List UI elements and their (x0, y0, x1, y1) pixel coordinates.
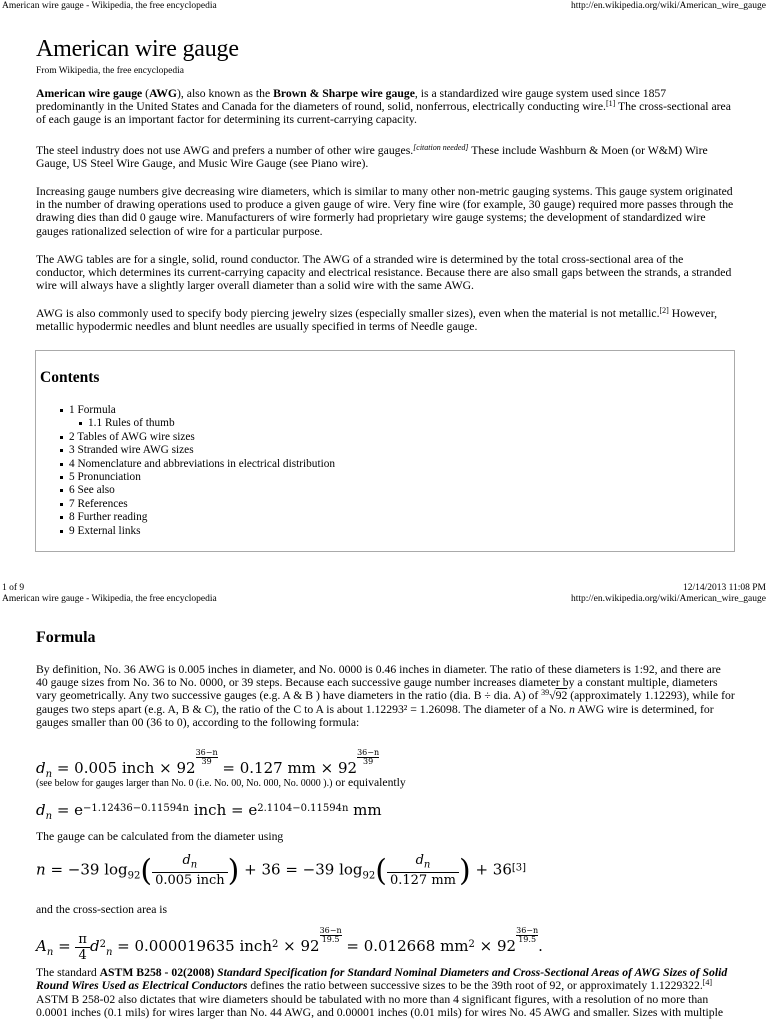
term-awg: AWG (149, 87, 178, 100)
intro-paragraph-3: Increasing gauge numbers give decreasing wire diameters, which is similar to many other non-metric gauging systems. This gauge system originated in the number of drawing operations used to produce a given gauge of wire. Very fine wire (for example, 30 gauge) required more passes through the drawing dies than did 0 gauge wire. Manufacturers of wire formerly had proprietary wire gauge systems; the development of standardized wire gauges rationalized selection of wire for a particular purpose. (36, 185, 734, 238)
formula-last-paragraph: ASTM B 258-02 also dictates that wire diameters should be tabulated with no more than 4 significant figures, with a resolution of no more than 0.0001 inches (0.1 mils) for wires larger than No. 44 AWG, and 0.00001 inches (0.01 mils) for wires No. 45 AWG and smaller. Sizes with multiple (36, 993, 724, 1020)
equation-area: $A_n$ = $\frac{\pi}{4}$ $d^2_n = 0.000019635$ inch$^2$ × 92 $\frac{36-n}{19.5}$ = 0.012668 $mm^2 \times 92$ $\frac{36-n}{19.5}$ . (36, 926, 543, 963)
reference-link-2[interactable]: [2] (659, 306, 669, 315)
intro-paragraph-2: The steel industry does not use AWG and prefers a number of other wire gauges.[citation needed] These include Washburn & Moen (or W&M) Wire Gauge, US Steel Wire Gauge, and Music Wire Gauge (see Piano wire). (36, 143, 708, 171)
print-header-url: http://en.wikipedia.org/wiki/American_wire_gauge (570, 1, 766, 11)
intro-paragraph-4: The AWG tables are for a single, solid, round conductor. The AWG of a stranded wire is determined by the total cross-sectional area of the conductor, which determines its current-carrying capacity and electrical resistance. Because there are also small gaps between the strands, a stranded wire will always have a slightly larger overall diameter than a solid wire with the same AWG. (36, 253, 732, 293)
toc-item-nomenclature[interactable]: 4 Nomenclature and abbreviations in electrical distribution (60, 458, 335, 471)
table-of-contents (35, 350, 735, 552)
standard-title: Standard Specification for Standard Nominal Diameters and Cross-Sectional Areas of AWG Sizes of Solid Round Wires Used as Electrical Conductors (36, 966, 728, 993)
formula-calc-text: The gauge can be calculated from the diameter using (36, 830, 284, 843)
formula-paragraph-1: By definition, No. 36 AWG is 0.005 inches in diameter, and No. 0000 is 0.46 inches in diameter. The ratio of these diameters is 1:92, and there are 40 gauge sizes from No. 36 to No. 0000, or 39 steps. Because each successive gauge number increases diameter by a constant multiple, diameters vary geometrically. Any two successive gauges (e.g. A & B ) have diameters in the ratio (dia. B ÷ dia. A) of $^{39}$√92 (approximately 1.12293), while for gauges two steps apart (e.g. A, B & C), the ratio of the C to A is about 1.12293² = 1.26098. The diameter of a No. n AWG wire is determined, for gauges smaller than 00 (36 to 0), according to the following formula: (36, 663, 735, 729)
citation-needed-link[interactable]: [citation needed] (413, 143, 469, 152)
toc-item-rules-of-thumb[interactable]: 1.1 Rules of thumb (79, 417, 335, 430)
print-header-title: American wire gauge - Wikipedia, the free encyclopedia (2, 594, 217, 604)
reference-link-3[interactable]: [3] (511, 862, 527, 874)
toc-item-pronunciation[interactable]: 5 Pronunciation (60, 471, 335, 484)
toc-item-stranded[interactable]: 3 Stranded wire AWG sizes (60, 444, 335, 457)
formula-standard-paragraph: The standard ASTM B258 - 02(2008) Standard Specification for Standard Nominal Diameters and Cross-Sectional Areas of AWG Sizes of Solid Round Wires Used as Electrical Conductors defines the ratio between successive sizes to be the 39th root of 92, or approximately 1.1229322.[4] (36, 966, 728, 993)
intro-paragraph-1: American wire gauge (AWG), also known as the Brown & Sharpe wire gauge, is a standardized wire gauge system used since 1857 predominantly in the United States and Canada for the diameters of round, solid, nonferrous, electrically conducting wire.[1] The cross-sectional area of each gauge is an important factor for determining its current-carrying capacity. (36, 87, 731, 127)
toc-list (60, 404, 335, 538)
equation-diameter: $d_n = 0.005$ inch × 92 $\frac{36-n}{39}$ = 0.127 mm × 92 $\frac{36-n}{39}$ (36, 748, 380, 780)
toc-item-tables[interactable]: 2 Tables of AWG wire sizes (60, 431, 335, 444)
tagline: From Wikipedia, the free encyclopedia (36, 66, 184, 76)
standard-id: ASTM B258 - 02(2008) (99, 966, 215, 979)
toc-item-external-links[interactable]: 9 External links (60, 525, 335, 538)
print-header-1 (0, 0, 768, 12)
print-header-2 (0, 593, 768, 605)
term-brown-sharpe: Brown & Sharpe wire gauge (273, 87, 415, 100)
toc-item-formula[interactable]: 1 Formula (60, 404, 335, 417)
page-title: American wire gauge (36, 36, 239, 62)
toc-item-references[interactable]: 7 References (60, 498, 335, 511)
equation-diameter-exp: $d_n = e^{-1.12436-0.11594n}$ inch = $e^{2.1104-0.11594n}$ mm (36, 801, 382, 822)
reference-link-1[interactable]: [1] (605, 99, 616, 109)
toc-item-see-also[interactable]: 6 See also (60, 484, 335, 497)
term-awg-full: American wire gauge (36, 87, 143, 100)
formula-area-text: and the cross-section area is (36, 903, 168, 916)
print-header-url: http://en.wikipedia.org/wiki/American_wire_gauge (570, 594, 766, 604)
equation-gauge: n = −39 $\log_{92}$( $\frac{d_n}{\text{0.005 inch}}$ ) + 36 = −39 $\log_{92}$( $\frac{d_n}{0.127 mm}$ ) + 36[3] (36, 853, 527, 889)
reference-link-4[interactable]: [4] (702, 978, 713, 988)
section-heading-formula: Formula (36, 629, 96, 646)
intro-paragraph-5: AWG is also commonly used to specify body piercing jewelry sizes (especially smaller sizes), even when the material is not metallic.[2] However, metallic hypodermic needles and blunt needles are usually specified in terms of Needle gauge. (36, 306, 718, 334)
radical-sign: √ (549, 689, 556, 703)
toc-item-further-reading[interactable]: 8 Further reading (60, 511, 335, 524)
formula-note: (see below for gauges larger than No. 0 (i.e. No. 00, No. 000, No. 0000 ).) or equivalently (36, 776, 406, 789)
print-timestamp: 12/14/2013 11:08 PM (682, 583, 766, 593)
print-header-title: American wire gauge - Wikipedia, the free encyclopedia (2, 1, 217, 11)
page-counter: 1 of 9 (2, 583, 25, 593)
toc-title: Contents (40, 369, 100, 386)
